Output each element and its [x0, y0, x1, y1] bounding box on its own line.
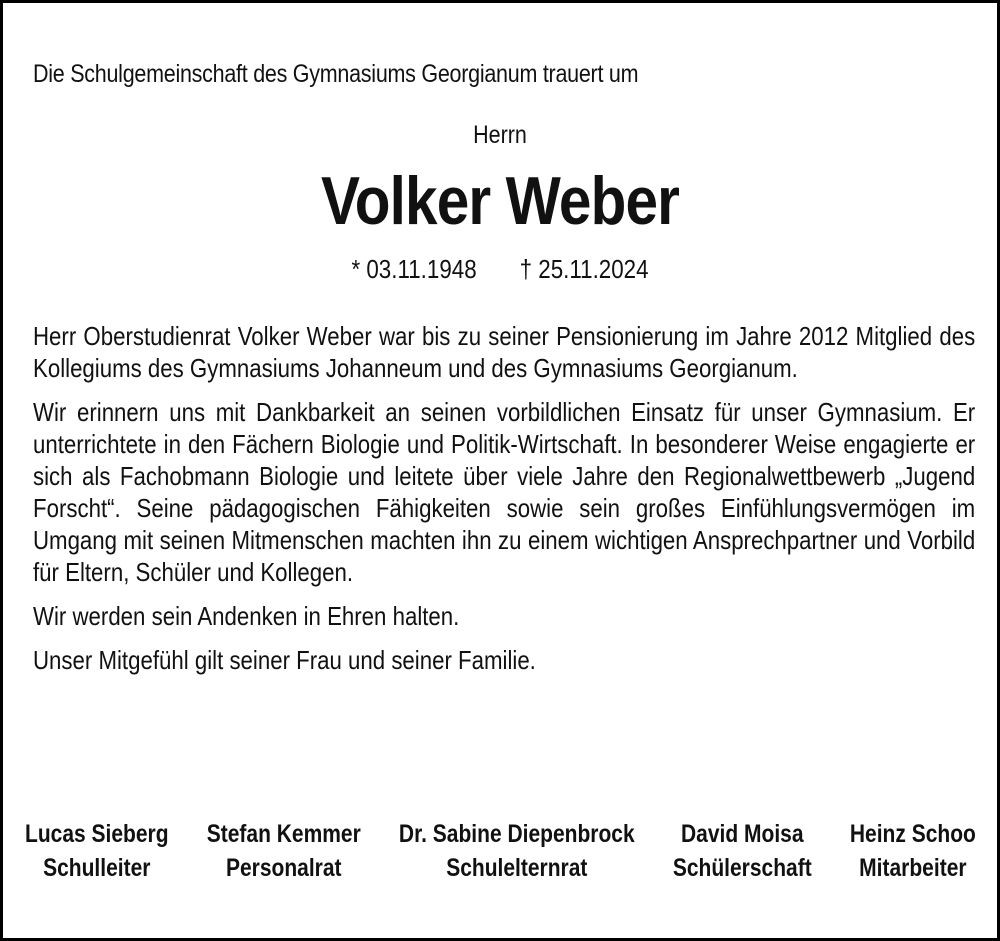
life-dates: [73, 253, 928, 285]
paragraph: Herr Oberstudienrat Volker Weber war bis zu seiner Pensionierung im Jahre 2012 Mitglied des Kollegiums des Gymnasiums Johanneum und des Gymnasiums Georgianum.: [33, 321, 976, 383]
paragraph: Unser Mitgefühl gilt seiner Frau und seiner Familie.: [33, 645, 536, 675]
deceased-name: Volker Weber: [320, 163, 680, 239]
signer: [25, 817, 169, 885]
signer: [399, 817, 635, 885]
signer-name: Stefan Kemmer: [206, 820, 361, 848]
signer-name: Lucas Sieberg: [25, 820, 169, 848]
signer-role: Schulleiter: [43, 854, 151, 882]
notice-body: [33, 320, 975, 688]
signer-role: Personalrat: [225, 854, 342, 882]
signer-role: Mitarbeiter: [859, 854, 967, 882]
signer: [673, 817, 812, 885]
signer: [207, 817, 361, 885]
signer: [850, 817, 976, 885]
signer-role: Schülerschaft: [672, 854, 812, 882]
signer-name: Dr. Sabine Diepenbrock: [398, 820, 635, 848]
signer-role: Schulelternrat: [446, 854, 588, 882]
signers: [25, 817, 976, 885]
signer-name: David Moisa: [681, 820, 804, 848]
death-date: † 25.11.2024: [519, 254, 649, 284]
birth-date: * 03.11.1948: [351, 254, 477, 284]
paragraph: Wir werden sein Andenken in Ehren halten.: [33, 601, 460, 631]
intro-line: Die Schulgemeinschaft des Gymnasiums Georgianum trauert um: [33, 60, 639, 88]
salutation: Herrn: [473, 121, 527, 149]
signer-name: Heinz Schoo: [849, 820, 976, 848]
paragraph: Wir erinnern uns mit Dankbarkeit an seinen vorbildlichen Einsatz für unser Gymnasium. Er unterrichtete in den Fächern Biologie und Politik-Wirtschaft. In besonderer Weise engagierte er sich als Fachobmann Biologie und leitete über viele Jahre den Regionalwettbewerb „Jugend Forscht“. Seine pädagogischen Fähigkeiten sowie sein großes Einfühlungsvermögen im Umgang mit seinen Mitmenschen machten ihn zu einem wichtigen Ansprechpartner und Vorbild für Eltern, Schüler und Kollegen.: [33, 397, 976, 587]
